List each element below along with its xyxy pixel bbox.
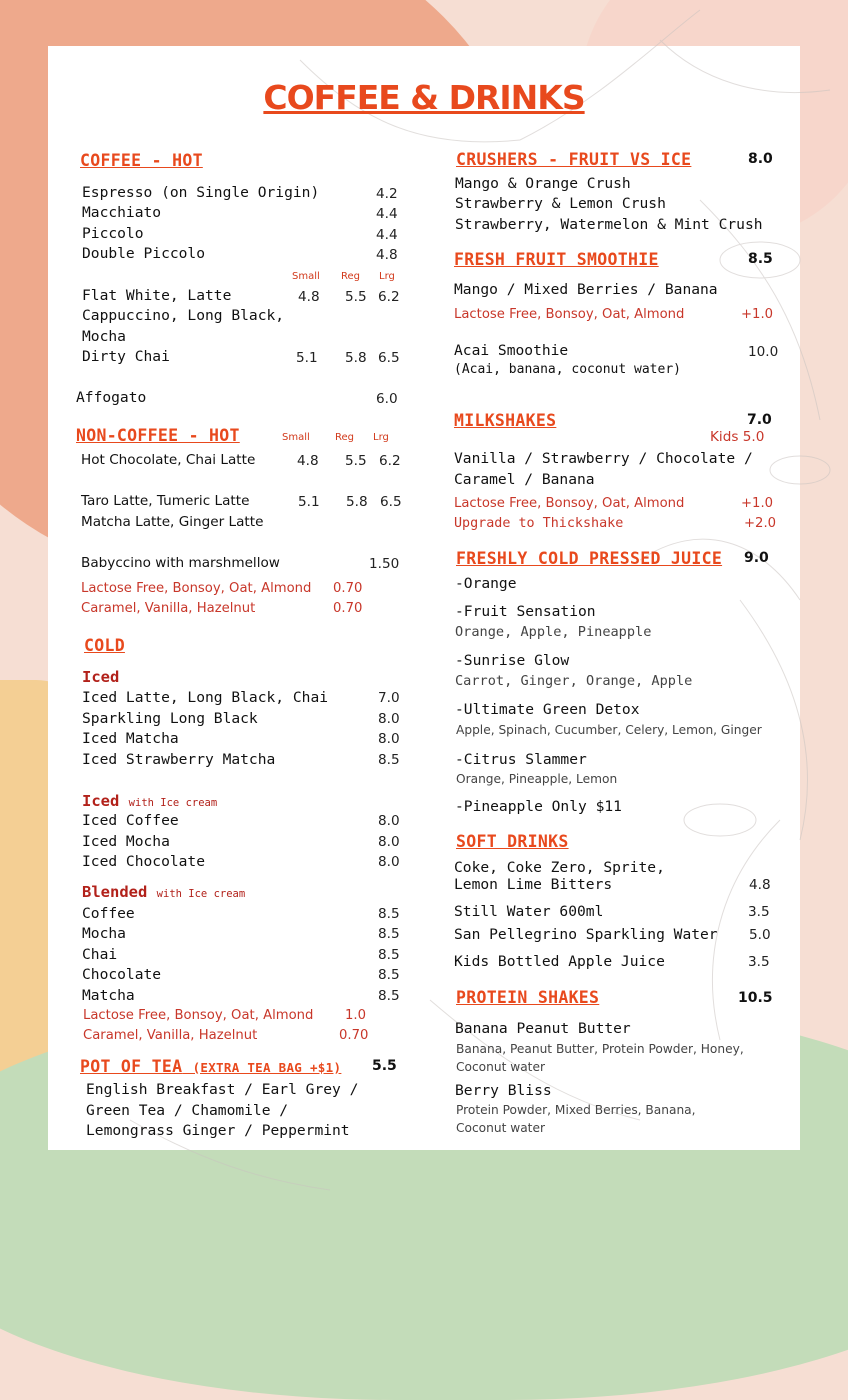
tea-list: Green Tea / Chamomile /: [86, 1102, 289, 1119]
menu-item: -Citrus Slammer: [455, 751, 587, 768]
subheading-note: with Ice cream: [156, 888, 246, 900]
tea-list: English Breakfast / Earl Grey /: [86, 1081, 359, 1098]
menu-item: Acai Smoothie: [454, 342, 569, 359]
iced-ice-cream-subheading: [82, 792, 217, 810]
addon-milk: Lactose Free, Bonsoy, Oat, Almond: [83, 1008, 314, 1023]
menu-price: 4.4: [376, 227, 398, 243]
tea-price: 5.5: [372, 1058, 397, 1074]
menu-item: -Ultimate Green Detox: [455, 701, 640, 718]
addon-milk: Lactose Free, Bonsoy, Oat, Almond: [454, 496, 685, 511]
menu-item: Caramel / Banana: [454, 471, 595, 488]
size-label-reg: Reg: [335, 432, 354, 443]
menu-item: Iced Coffee: [82, 812, 179, 829]
menu-item: Banana Peanut Butter: [455, 1020, 631, 1037]
menu-price: 8.5: [378, 947, 400, 963]
menu-item: Matcha Latte, Ginger Latte: [81, 514, 264, 530]
price-reg: 5.5: [345, 453, 367, 469]
menu-item: Matcha: [82, 987, 135, 1004]
smoothie-heading: FRESH FRUIT SMOOTHIE: [454, 250, 659, 269]
blended-subheading: [82, 883, 245, 901]
item-description: Banana, Peanut Butter, Protein Powder, Honey,: [456, 1042, 744, 1056]
size-label-lrg: Lrg: [373, 432, 389, 443]
menu-price: 4.8: [376, 247, 398, 263]
menu-item: Iced Matcha: [82, 730, 179, 747]
menu-price: 8.0: [378, 813, 400, 829]
item-description: Apple, Spinach, Cucumber, Celery, Lemon, Ginger: [456, 723, 762, 737]
juice-heading: FRESHLY COLD PRESSED JUICE: [456, 549, 723, 568]
menu-item: Babyccino with marshmellow: [81, 555, 280, 571]
menu-item: Lemon Lime Bitters: [454, 876, 613, 893]
crushers-price: 8.0: [748, 151, 773, 167]
coffee-hot-heading: COFFEE - HOT: [80, 151, 203, 170]
menu-price: 4.4: [376, 206, 398, 222]
menu-price: 3.5: [748, 904, 770, 920]
menu-item: Still Water 600ml: [454, 903, 604, 920]
menu-price: 3.5: [748, 954, 770, 970]
menu-item: Strawberry & Lemon Crush: [455, 195, 666, 212]
menu-price: 8.0: [378, 711, 400, 727]
menu-price: 8.5: [378, 752, 400, 768]
menu-item: Chocolate: [82, 966, 162, 983]
price-small: 5.1: [296, 350, 318, 366]
menu-price: 8.0: [378, 731, 400, 747]
menu-item: Espresso (on Single Origin): [82, 184, 320, 201]
crushers-heading: CRUSHERS - FRUIT VS ICE: [456, 150, 692, 169]
menu-item: Mocha: [82, 925, 126, 942]
item-description: (Acai, banana, coconut water): [454, 362, 681, 377]
price-lrg: 6.2: [379, 453, 401, 469]
addon-price: 0.70: [333, 581, 363, 596]
addon-price: +2.0: [744, 516, 777, 531]
menu-item: -Pineapple Only $11: [455, 798, 622, 815]
protein-price: 10.5: [738, 990, 773, 1006]
milkshakes-price: 7.0: [747, 412, 772, 428]
item-description: Coconut water: [456, 1121, 545, 1135]
tea-heading-label: POT OF TEA: [80, 1057, 183, 1076]
tea-list: Lemongrass Ginger / Peppermint: [86, 1122, 350, 1139]
soft-drinks-heading: SOFT DRINKS: [456, 832, 569, 851]
cold-heading: COLD: [84, 636, 125, 655]
menu-item: -Orange: [455, 575, 517, 592]
addon-thickshake: Upgrade to Thickshake: [454, 516, 624, 531]
subheading-label: Blended: [82, 883, 148, 901]
non-coffee-heading: NON-COFFEE - HOT: [76, 426, 240, 445]
price-lrg: 6.5: [380, 494, 402, 510]
protein-heading: PROTEIN SHAKES: [456, 988, 600, 1007]
menu-item: Piccolo: [82, 225, 144, 242]
menu-price: 8.0: [378, 834, 400, 850]
price-reg: 5.5: [345, 289, 367, 305]
tea-heading: [80, 1057, 341, 1076]
addon-price: 0.70: [339, 1028, 369, 1043]
iced-subheading: Iced: [82, 668, 120, 686]
menu-item: Flat White, Latte: [82, 287, 232, 304]
menu-price: 8.0: [378, 854, 400, 870]
addon-syrup: Caramel, Vanilla, Hazelnut: [81, 601, 256, 616]
addon-syrup: Caramel, Vanilla, Hazelnut: [83, 1028, 258, 1043]
menu-price: 8.5: [378, 967, 400, 983]
menu-price: 8.5: [378, 926, 400, 942]
menu-price: 1.50: [369, 556, 400, 572]
milkshakes-heading: MILKSHAKES: [454, 411, 557, 430]
price-small: 5.1: [298, 494, 320, 510]
item-description: Coconut water: [456, 1060, 545, 1074]
subheading-label: Iced: [82, 792, 120, 810]
item-description: Orange, Apple, Pineapple: [455, 624, 652, 640]
smoothie-price: 8.5: [748, 251, 773, 267]
menu-item: Mango / Mixed Berries / Banana: [454, 281, 718, 298]
menu-item: Affogato: [76, 389, 147, 406]
menu-item: Sparkling Long Black: [82, 710, 258, 727]
kids-price: Kids 5.0: [710, 429, 765, 445]
menu-price: 5.0: [749, 927, 771, 943]
price-small: 4.8: [298, 289, 320, 305]
menu-item: Iced Latte, Long Black, Chai: [82, 689, 329, 706]
size-label-reg: Reg: [341, 271, 360, 282]
size-label-small: Small: [292, 271, 320, 282]
juice-price: 9.0: [744, 550, 769, 566]
menu-item: Coffee: [82, 905, 135, 922]
menu-item: Iced Strawberry Matcha: [82, 751, 276, 768]
addon-milk: Lactose Free, Bonsoy, Oat, Almond: [81, 581, 312, 596]
menu-price: 8.5: [378, 988, 400, 1004]
menu-item: Berry Bliss: [455, 1082, 552, 1099]
menu-item: Macchiato: [82, 204, 162, 221]
menu-item: -Fruit Sensation: [455, 603, 596, 620]
menu-item: Kids Bottled Apple Juice: [454, 953, 665, 970]
menu-item: Double Piccolo: [82, 245, 206, 262]
menu-price: 4.8: [749, 877, 771, 893]
menu-item: Vanilla / Strawberry / Chocolate /: [454, 450, 753, 467]
addon-price: +1.0: [741, 496, 774, 511]
menu-item: Mango & Orange Crush: [455, 175, 631, 192]
menu-item: Strawberry, Watermelon & Mint Crush: [455, 216, 763, 233]
addon-price: +1.0: [741, 307, 774, 322]
menu-item: Iced Mocha: [82, 833, 170, 850]
menu-item: Dirty Chai: [82, 348, 170, 365]
addon-price: 0.70: [333, 601, 363, 616]
price-reg: 5.8: [346, 494, 368, 510]
page-title: COFFEE & DRINKS: [263, 78, 585, 117]
item-description: Carrot, Ginger, Orange, Apple: [455, 673, 693, 689]
menu-price: 6.0: [376, 391, 398, 407]
menu-price: 8.5: [378, 906, 400, 922]
menu-sheet: [48, 46, 800, 1150]
menu-price: 7.0: [378, 690, 400, 706]
addon-milk: Lactose Free, Bonsoy, Oat, Almond: [454, 307, 685, 322]
menu-item: Coke, Coke Zero, Sprite,: [454, 859, 665, 876]
menu-price: 10.0: [748, 344, 779, 360]
subheading-note: with Ice cream: [128, 797, 218, 809]
tea-heading-note: (EXTRA TEA BAG +$1): [192, 1060, 342, 1075]
price-lrg: 6.2: [378, 289, 400, 305]
menu-item: Chai: [82, 946, 118, 963]
menu-price: 4.2: [376, 186, 398, 202]
size-label-small: Small: [282, 432, 310, 443]
menu-item: Mocha: [82, 328, 126, 345]
price-reg: 5.8: [345, 350, 367, 366]
menu-item: Taro Latte, Tumeric Latte: [81, 493, 250, 509]
menu-item: Cappuccino, Long Black,: [82, 307, 285, 324]
menu-item: -Sunrise Glow: [455, 652, 570, 669]
item-description: Protein Powder, Mixed Berries, Banana,: [456, 1103, 696, 1117]
price-small: 4.8: [297, 453, 319, 469]
size-label-lrg: Lrg: [379, 271, 395, 282]
menu-item: Hot Chocolate, Chai Latte: [81, 452, 256, 468]
item-description: Orange, Pineapple, Lemon: [456, 772, 618, 786]
price-lrg: 6.5: [378, 350, 400, 366]
menu-item: San Pellegrino Sparkling Water: [454, 926, 718, 943]
addon-price: 1.0: [345, 1008, 366, 1023]
menu-item: Iced Chocolate: [82, 853, 206, 870]
